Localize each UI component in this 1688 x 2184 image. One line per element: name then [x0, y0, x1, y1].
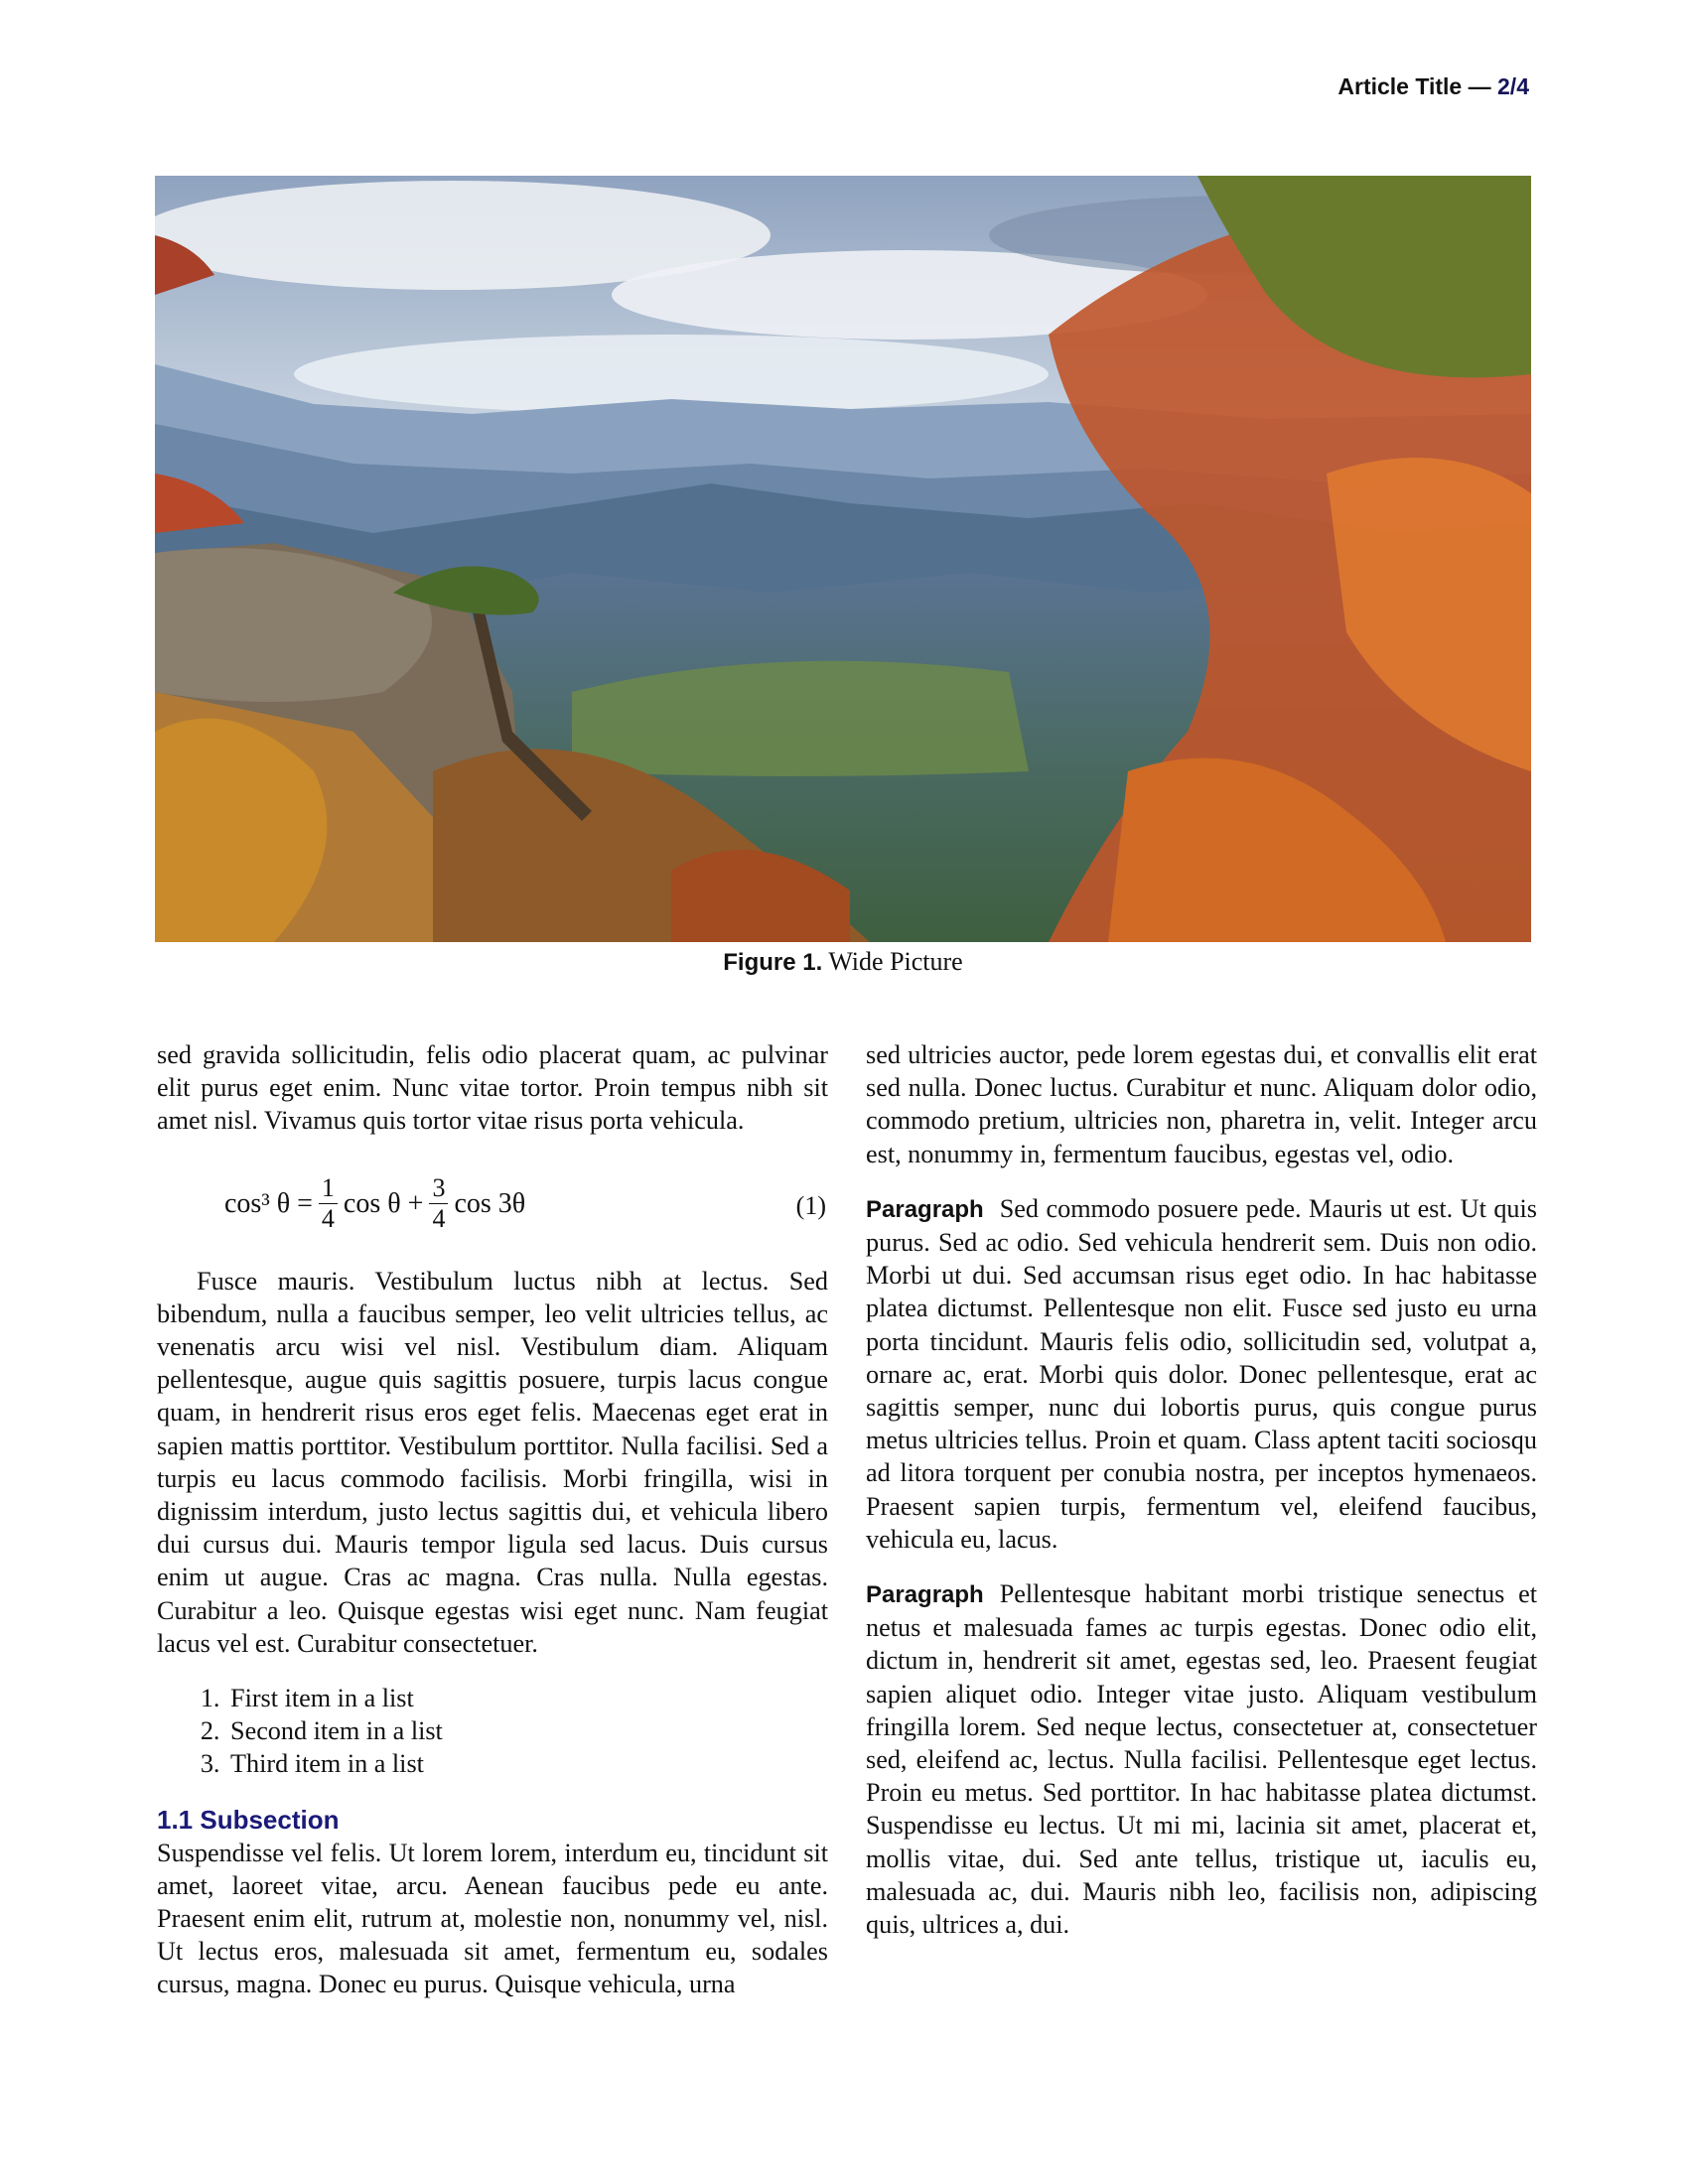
paragraph: sed ultricies auctor, pede lorem egestas dui, et convallis elit erat sed nulla. Donec luctus. Curabitur et nunc. Aliquam dolor odio, commodo pretium, ultricies non, pharetra in, velit. Integer arcu est, nonummy in, fermentum faucibus, egestas vel, odio. — [866, 1040, 1537, 1168]
figure-caption — [155, 947, 1531, 977]
paragraph-text: Pellentesque habitant morbi tristique senectus et netus et malesuada fames ac turpis egestas. Donec odio elit, dictum in, hendrerit sit amet, egestas sed, leo. Praesent feugiat sapien aliquet odio. Integer vitae justo. Aliquam vestibulum fringilla lorem. Sed neque lectus, consectetuer at, consectetuer sed, eleifend ac, lectus. Nulla facilisi. Pellentesque eget lectus. Proin eu metus. Sed porttitor. In hac habitasse platea dictumst. Suspendisse eu lectus. Ut mi mi, lacinia sit amet, placerat et, mollis vitae, dui. Sed ante tellus, tristique ut, iaculis eu, malesuada ac, dui. Mauris nibh leo, facilisis non, adipiscing quis, ultrices a, dui. — [866, 1579, 1537, 1940]
fraction-denominator: 4 — [321, 1203, 335, 1233]
paragraph: sed gravida sollicitudin, felis odio placerat quam, ac pulvinar elit purus eget enim. Nunc vitae tortor. Proin tempus nibh sit amet nisl. Vivamus quis tortor vitae risus porta vehicula. — [157, 1040, 828, 1136]
equation-middle: cos θ + — [343, 1187, 424, 1219]
equation-1 — [157, 1156, 828, 1255]
list-item: 1. First item in a list — [226, 1682, 828, 1714]
figure-wide-picture — [155, 176, 1531, 942]
running-header — [155, 73, 1529, 100]
equation-number: (1) — [795, 1190, 826, 1220]
paragraph-heading: Paragraph — [866, 1195, 984, 1223]
paragraph-text: Sed commodo posuere pede. Mauris ut est. Ut quis purus. Sed ac odio. Sed vehicula hendrerit sem. Duis non odio. Morbi ut dui. Sed accumsan risus eget odio. In hac habitasse platea dictumst. Pellentesque non elit. Fusce sed justo eu urna porta tincidunt. Mauris felis odio, sollicitudin sed, volutpat a, ornare ac, erat. Morbi quis dolor. Donec pellentesque, erat ac sagittis semper, nunc dui lobortis purus, quis congue purus metus ultricies tellus. Proin et quam. Class aptent taciti sociosqu ad litora torquent per conubia nostra, per inceptos hymenaeos. Praesent sapien turpis, fermentum vel, eleifend faucibus, vehicula eu, lacus. — [866, 1193, 1537, 1554]
paragraph — [866, 1577, 1537, 1941]
equation-rhs: cos 3θ — [454, 1187, 526, 1219]
paragraph — [866, 1192, 1537, 1556]
numbered-list — [157, 1682, 828, 1781]
paragraph: Fusce mauris. Vestibulum luctus nibh at lectus. Sed bibendum, nulla a faucibus semper, leo velit ultricies tellus, ac venenatis arcu wisi vel nisl. Vestibulum diam. Aliquam pellentesque, augue quis sagittis posuere, turpis lacus congue quam, in hendrerit risus eros eget felis. Maecenas eget erat in sapien mattis porttitor. Vestibulum porttitor. Nulla facilisi. Sed a turpis eu lacus commodo facilisis. Morbi fringilla, wisi in dignissim interdum, justo lectus sagittis dui, et vehicula libero dui cursus dui. Mauris tempor ligula sed lacus. Duis cursus enim ut augue. Cras ac magna. Cras nulla. Nulla egestas. Curabitur a leo. Quisque egestas wisi eget nunc. Nam feugiat lacus vel est. Curabitur consectetuer. — [157, 1266, 828, 1658]
landscape-photo — [155, 176, 1531, 942]
right-column — [866, 1038, 1537, 1941]
fraction — [429, 1173, 448, 1234]
page-number: 2/4 — [1497, 73, 1529, 99]
equation-body — [224, 1173, 525, 1234]
fraction-numerator: 1 — [319, 1173, 338, 1204]
running-header-title: Article Title — — [1337, 73, 1498, 99]
left-column — [157, 1038, 828, 2001]
figure-caption-text: Wide Picture — [828, 947, 963, 976]
list-item: 2. Second item in a list — [226, 1714, 828, 1747]
paragraph: Suspendisse vel felis. Ut lorem lorem, interdum eu, tincidunt sit amet, laoreet vitae, arcu. Aenean faucibus pede eu ante. Praesent enim elit, rutrum at, molestie non, nonummy vel, nisl. Ut lectus eros, malesuada sit amet, fermentum eu, sodales cursus, magna. Donec eu purus. Quisque vehicula, urna — [157, 1838, 828, 1999]
equation-lhs: cos³ θ = — [224, 1187, 313, 1219]
subsection-heading: 1.1 Subsection — [157, 1804, 340, 1835]
figure-label: Figure 1. — [723, 949, 823, 976]
fraction-numerator: 3 — [429, 1173, 448, 1204]
list-item: 3. Third item in a list — [226, 1747, 828, 1780]
fraction-denominator: 4 — [432, 1203, 446, 1233]
fraction — [319, 1173, 338, 1234]
paragraph-heading: Paragraph — [866, 1581, 984, 1609]
